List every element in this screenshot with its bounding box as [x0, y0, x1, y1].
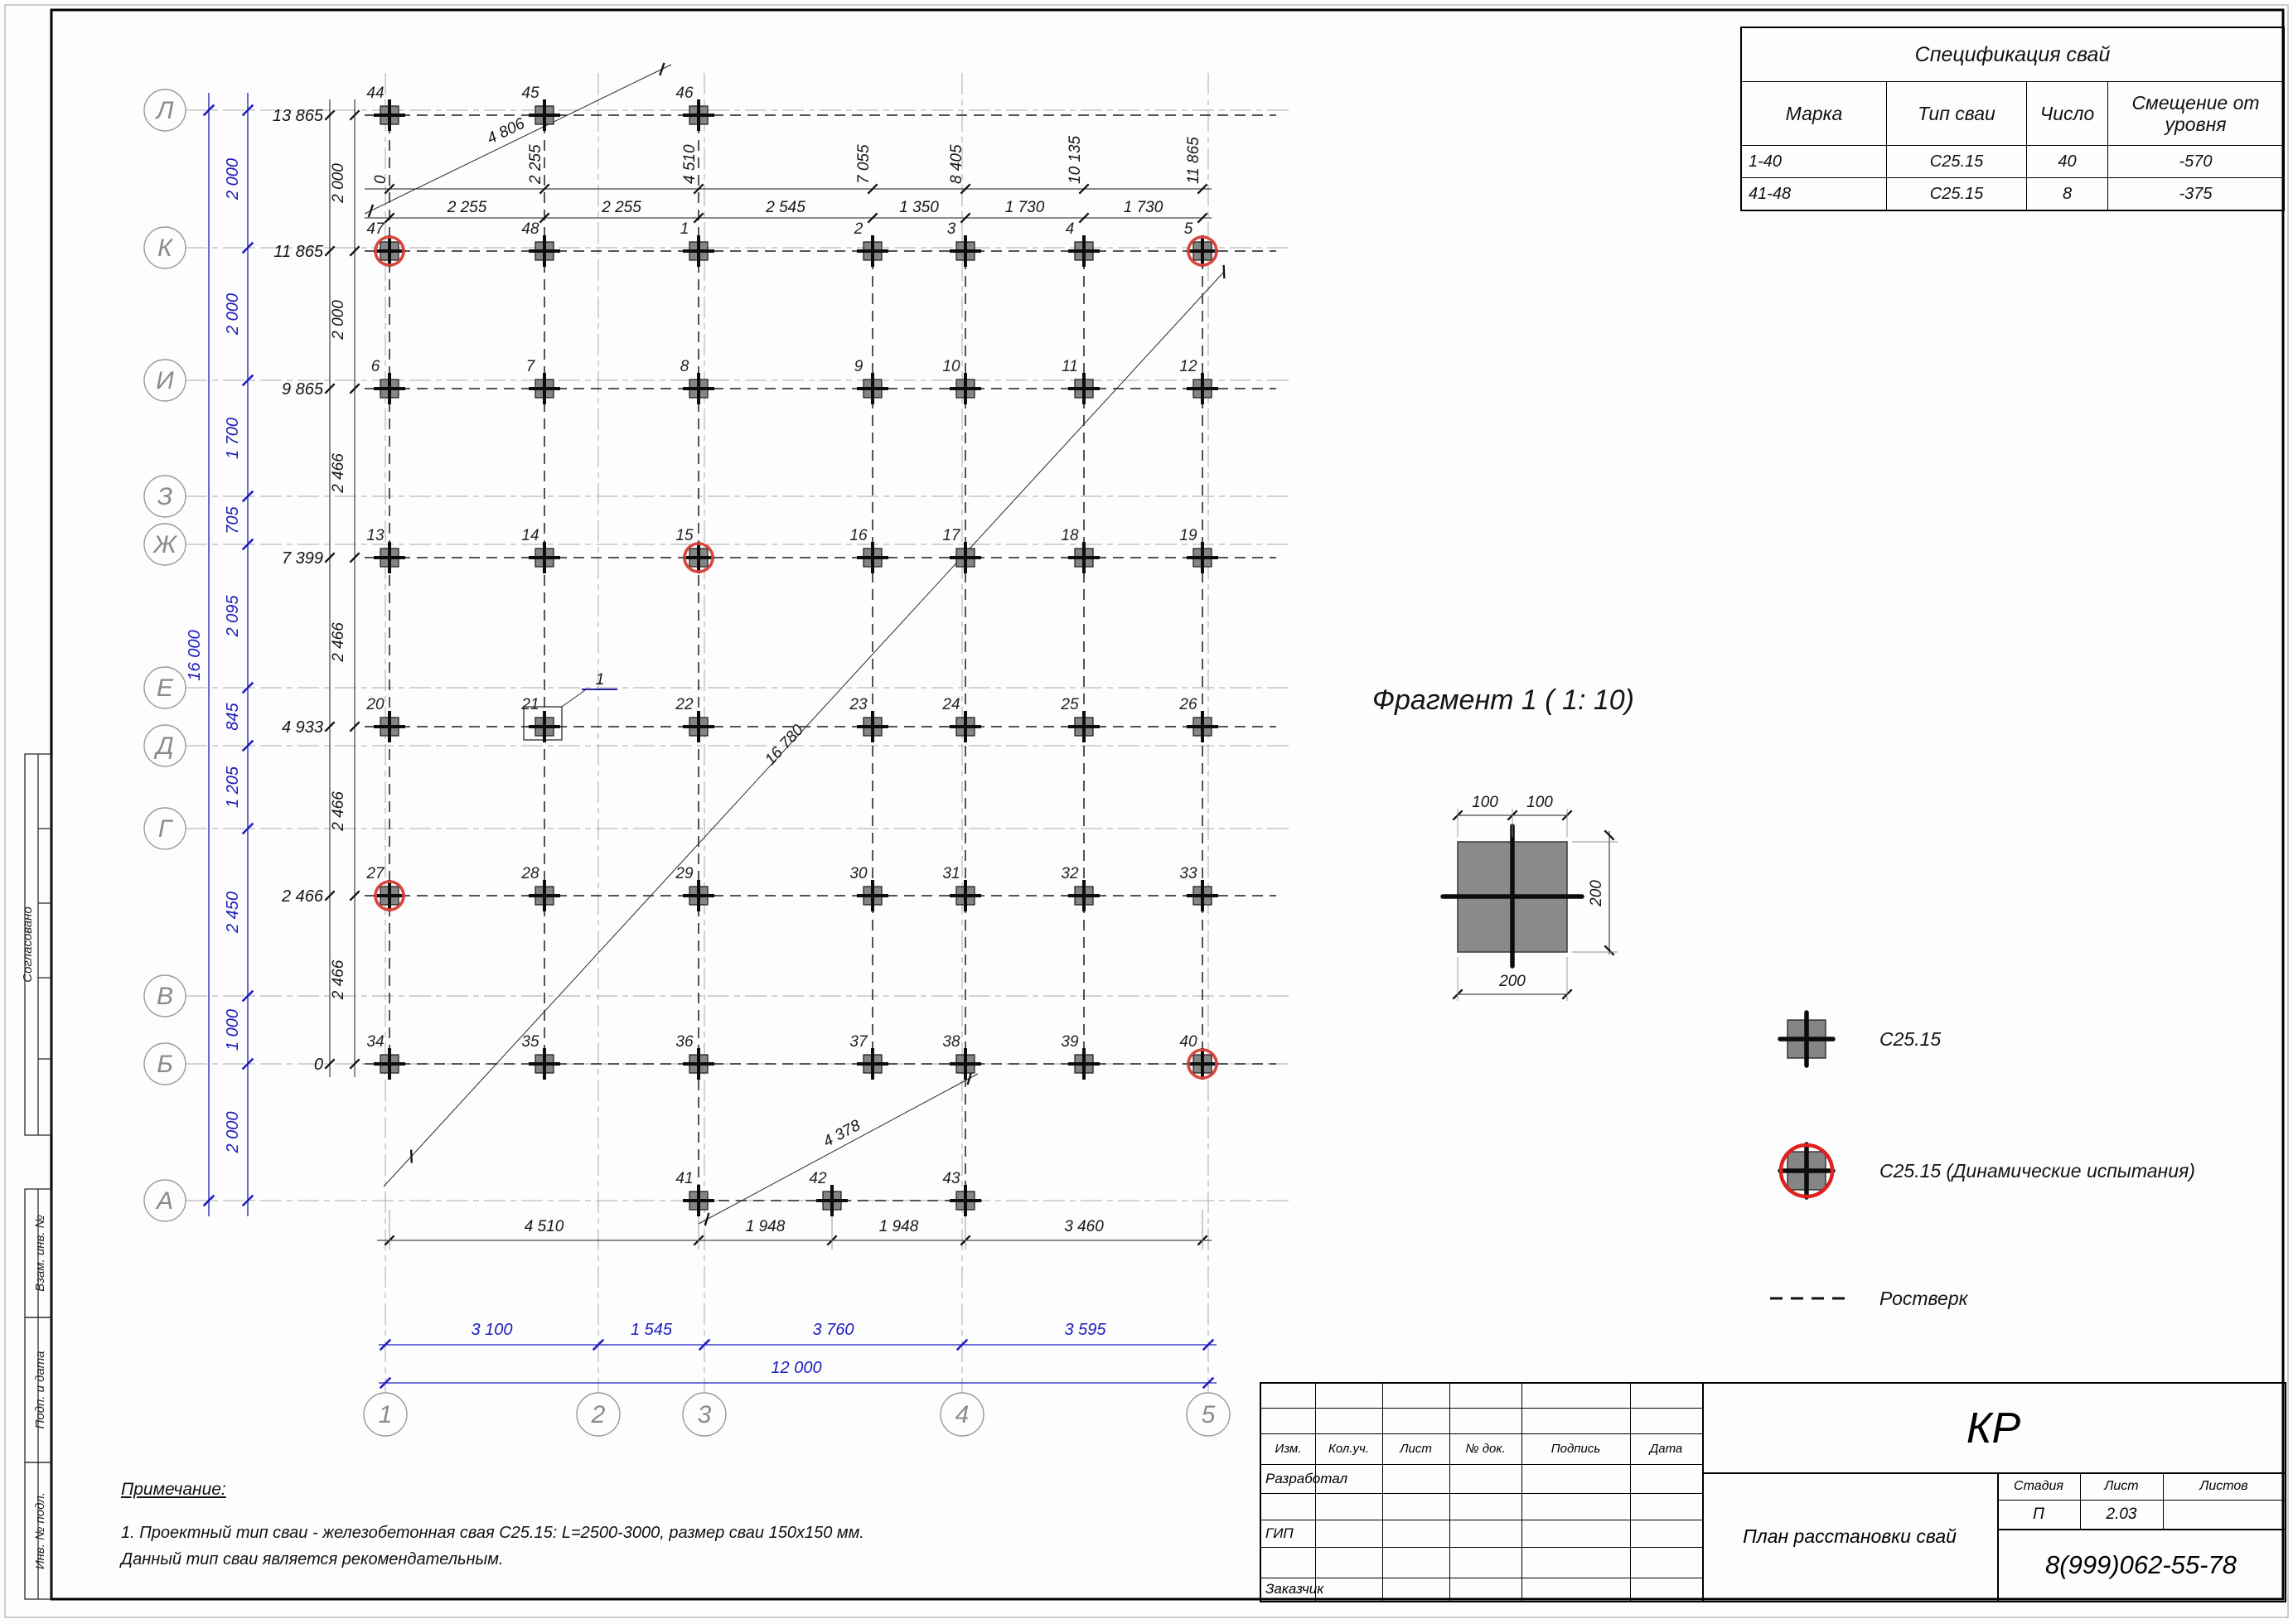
- svg-text:Подп. и дата: Подп. и дата: [33, 1351, 47, 1429]
- pile-3: [947, 220, 980, 265]
- svg-text:1 948: 1 948: [745, 1218, 786, 1235]
- svg-text:4: 4: [955, 1401, 970, 1428]
- pile-15: [675, 527, 713, 572]
- pile-4: [1066, 220, 1098, 265]
- svg-text:3 595: 3 595: [1064, 1321, 1106, 1339]
- svg-text:23: 23: [849, 696, 868, 713]
- pile-41: [675, 1170, 713, 1215]
- legend-item-pile-symbol-dynamic: [1780, 1144, 2195, 1197]
- svg-text:4 510: 4 510: [681, 144, 699, 184]
- fragment-detail: [1372, 684, 1634, 1001]
- svg-text:22: 22: [675, 696, 694, 713]
- svg-text:4 933: 4 933: [281, 718, 323, 737]
- pile-16: [849, 527, 887, 572]
- spec-cell: 1-40: [1742, 146, 1887, 178]
- notes-heading: Примечание:: [121, 1480, 226, 1499]
- svg-text:1 730: 1 730: [1004, 199, 1045, 216]
- spec-table-title: Спецификация свай: [1742, 28, 2283, 82]
- pile-24: [941, 696, 980, 741]
- svg-text:34: 34: [366, 1033, 385, 1051]
- svg-text:12: 12: [1179, 358, 1197, 375]
- diagonal-dims: [365, 63, 1224, 1225]
- svg-text:40: 40: [1179, 1033, 1197, 1051]
- svg-text:1 730: 1 730: [1123, 199, 1163, 216]
- svg-text:3 760: 3 760: [812, 1321, 854, 1339]
- svg-text:И: И: [156, 367, 174, 394]
- pile-37: [849, 1033, 887, 1078]
- svg-text:Б: Б: [157, 1051, 173, 1078]
- tb-phone: 8(999)062-55-78: [2045, 1549, 2237, 1579]
- svg-text:38: 38: [942, 1033, 960, 1051]
- svg-text:1: 1: [680, 220, 689, 238]
- svg-text:З: З: [157, 483, 173, 510]
- svg-text:31: 31: [942, 865, 960, 882]
- svg-text:8: 8: [680, 358, 689, 375]
- pile-27: [365, 865, 404, 910]
- svg-text:Согласовано: Согласовано: [21, 906, 35, 983]
- spec-col-marka: Марка: [1742, 82, 1887, 146]
- spec-cell: -375: [2179, 184, 2213, 203]
- pile-34: [366, 1033, 404, 1078]
- svg-text:7 055: 7 055: [855, 144, 873, 184]
- pile-46: [675, 85, 713, 129]
- svg-text:17: 17: [942, 527, 960, 544]
- left-blue-dims: [186, 93, 253, 1216]
- pile-43: [942, 1170, 980, 1215]
- pile-1: [680, 220, 713, 265]
- svg-text:1 948: 1 948: [878, 1218, 919, 1235]
- sheet-frame: [5, 5, 2288, 1617]
- tb-sheets-label: Листов: [2199, 1478, 2248, 1493]
- svg-text:1: 1: [595, 671, 605, 689]
- svg-text:2 000: 2 000: [224, 292, 242, 336]
- tb-stage-value: П: [2033, 1505, 2044, 1523]
- svg-text:5: 5: [1183, 220, 1193, 238]
- svg-text:Г: Г: [157, 815, 172, 843]
- svg-text:3 100: 3 100: [471, 1321, 513, 1339]
- svg-text:2 545: 2 545: [766, 199, 805, 216]
- svg-text:100: 100: [1472, 794, 1498, 811]
- svg-text:25: 25: [1061, 696, 1079, 713]
- svg-text:Ж: Ж: [153, 531, 177, 558]
- svg-text:2 000: 2 000: [224, 1111, 242, 1153]
- svg-text:15: 15: [675, 527, 694, 544]
- pile-31: [942, 865, 980, 910]
- svg-text:Д: Д: [156, 732, 174, 760]
- tb-doc-code: КР: [1966, 1404, 2021, 1452]
- svg-text:1 350: 1 350: [899, 199, 939, 216]
- svg-text:46: 46: [675, 85, 694, 102]
- svg-text:1: 1: [378, 1401, 393, 1428]
- svg-text:32: 32: [1061, 865, 1079, 882]
- grillage-lines: [365, 105, 1276, 1216]
- spec-cell: 41-48: [1742, 178, 1887, 210]
- pile-36: [675, 1033, 713, 1078]
- svg-text:13: 13: [366, 527, 385, 544]
- svg-text:2 000: 2 000: [330, 163, 347, 203]
- svg-text:37: 37: [849, 1033, 868, 1051]
- top-dim-chain: [365, 135, 1212, 222]
- svg-text:Л: Л: [156, 97, 174, 124]
- svg-text:5: 5: [1201, 1401, 1216, 1428]
- spec-col-type: Тип сваи: [1887, 82, 2027, 146]
- svg-text:4 378: 4 378: [820, 1116, 864, 1151]
- svg-text:30: 30: [849, 865, 868, 882]
- pile-14: [521, 527, 559, 572]
- bottom-dim-chain: [377, 1210, 1212, 1249]
- spec-cell: -570: [2108, 146, 2283, 178]
- svg-text:16 000: 16 000: [186, 630, 204, 681]
- svg-text:6: 6: [370, 358, 380, 375]
- svg-text:Инв. № подл.: Инв. № подл.: [33, 1491, 47, 1570]
- svg-text:С25.15 (Динамические испытания: С25.15 (Динамические испытания): [1879, 1160, 2195, 1182]
- svg-text:705: 705: [224, 506, 242, 534]
- axis-grid: [186, 73, 1289, 1393]
- svg-text:11: 11: [1062, 358, 1078, 375]
- svg-text:2 000: 2 000: [224, 157, 242, 201]
- svg-text:1 205: 1 205: [224, 766, 242, 809]
- svg-text:2 450: 2 450: [224, 891, 242, 934]
- pile-20: [365, 696, 404, 741]
- svg-text:Е: Е: [156, 674, 174, 702]
- svg-text:35: 35: [521, 1033, 539, 1051]
- svg-text:Ростверк: Ростверк: [1879, 1288, 1968, 1309]
- svg-text:13 865: 13 865: [272, 107, 323, 125]
- tb-role-developer: Разработал: [1265, 1470, 1348, 1486]
- tb-stage-label: Стадия: [2014, 1478, 2063, 1493]
- svg-text:2 466: 2 466: [281, 887, 323, 906]
- pile-40: [1179, 1033, 1217, 1078]
- svg-text:29: 29: [675, 865, 694, 882]
- svg-text:Фрагмент 1 ( 1: 10): Фрагмент 1 ( 1: 10): [1372, 684, 1634, 716]
- tb-header-koluch: Кол.уч.: [1328, 1442, 1369, 1456]
- pile-26: [1178, 696, 1217, 741]
- pile-19: [1179, 527, 1217, 572]
- title-block: [1260, 1382, 2286, 1602]
- svg-text:36: 36: [675, 1033, 694, 1051]
- pile-39: [1061, 1033, 1098, 1078]
- svg-text:28: 28: [521, 865, 539, 882]
- pile-29: [675, 865, 713, 910]
- svg-text:3: 3: [946, 220, 956, 238]
- svg-text:200: 200: [1499, 973, 1526, 990]
- svg-text:14: 14: [521, 527, 539, 544]
- legend: [1770, 1013, 2195, 1309]
- pile-spec-table: [1740, 27, 2285, 211]
- tb-header-izm: Изм.: [1275, 1442, 1302, 1456]
- pile-28: [520, 865, 559, 910]
- svg-text:42: 42: [809, 1170, 827, 1187]
- bottom-blue-dims: [379, 1321, 1217, 1388]
- svg-text:10: 10: [942, 358, 960, 375]
- svg-text:16: 16: [849, 527, 868, 544]
- svg-text:41: 41: [675, 1170, 694, 1187]
- svg-text:845: 845: [224, 703, 242, 731]
- svg-text:2 095: 2 095: [224, 595, 242, 637]
- svg-text:В: В: [156, 983, 174, 1010]
- svg-text:2 255: 2 255: [527, 144, 544, 184]
- pile-2: [854, 220, 887, 265]
- spec-col-count: Число: [2027, 82, 2108, 146]
- svg-text:4: 4: [1065, 220, 1075, 238]
- svg-text:16 780: 16 780: [762, 721, 807, 769]
- notes-line-2: Данный тип сваи является рекомендательным.: [121, 1550, 504, 1568]
- svg-text:4 510: 4 510: [524, 1218, 564, 1235]
- legend-item-pile-symbol: [1780, 1013, 1941, 1066]
- svg-text:2 255: 2 255: [602, 199, 641, 216]
- tb-header-data: Дата: [1649, 1442, 1683, 1456]
- notes-block: [121, 1480, 1165, 1573]
- pile-38: [942, 1033, 980, 1078]
- svg-text:Взам. инв. №: Взам. инв. №: [33, 1215, 47, 1292]
- svg-text:9: 9: [854, 358, 864, 375]
- svg-text:39: 39: [1061, 1033, 1079, 1051]
- pile-21: [520, 696, 559, 741]
- svg-text:11 865: 11 865: [273, 243, 323, 261]
- pile-30: [849, 865, 887, 910]
- tb-header-list: Лист: [1400, 1442, 1432, 1456]
- svg-text:К: К: [157, 234, 172, 262]
- left-elevation-dims: [273, 99, 360, 1077]
- svg-text:24: 24: [942, 696, 960, 713]
- svg-text:48: 48: [521, 220, 539, 238]
- pile-23: [849, 696, 887, 741]
- svg-text:27: 27: [366, 865, 385, 882]
- spec-cell: С25.15: [1887, 146, 2027, 178]
- svg-text:43: 43: [942, 1170, 960, 1187]
- svg-text:2 466: 2 466: [330, 959, 347, 1000]
- svg-text:1 000: 1 000: [224, 1008, 242, 1051]
- tb-header-podpis: Подпись: [1550, 1442, 1601, 1456]
- spec-cell: С25.15: [1887, 178, 2027, 210]
- svg-text:2 466: 2 466: [330, 453, 347, 493]
- pile-17: [942, 527, 980, 572]
- svg-text:2 466: 2 466: [330, 791, 347, 831]
- pile-5: [1184, 220, 1217, 265]
- svg-text:2 255: 2 255: [447, 199, 487, 216]
- svg-text:0: 0: [372, 175, 389, 184]
- svg-text:2 000: 2 000: [330, 300, 347, 340]
- svg-text:1 545: 1 545: [630, 1321, 673, 1339]
- pile-25: [1060, 696, 1098, 741]
- pile-11: [1062, 358, 1098, 403]
- tb-role-customer: Заказчик: [1265, 1581, 1324, 1597]
- tb-doc-title: План расстановки свай: [1743, 1525, 1957, 1547]
- svg-text:45: 45: [521, 85, 539, 102]
- svg-text:3: 3: [697, 1401, 712, 1428]
- svg-text:11 865: 11 865: [1185, 137, 1202, 184]
- piles: [365, 85, 1217, 1215]
- pile-45: [521, 85, 559, 129]
- svg-text:19: 19: [1179, 527, 1197, 544]
- stamp-column: [21, 754, 51, 1599]
- svg-text:А: А: [156, 1187, 174, 1215]
- pile-35: [521, 1033, 559, 1078]
- tb-role-gip: ГИП: [1265, 1525, 1294, 1541]
- svg-text:44: 44: [366, 85, 385, 102]
- svg-text:1 700: 1 700: [224, 417, 242, 460]
- pile-48: [521, 220, 559, 265]
- svg-text:2 466: 2 466: [330, 622, 347, 662]
- svg-text:4 806: 4 806: [484, 114, 528, 148]
- pile-32: [1061, 865, 1098, 910]
- tb-header-ndok: № док.: [1465, 1442, 1506, 1456]
- svg-text:18: 18: [1061, 527, 1079, 544]
- svg-text:26: 26: [1179, 696, 1197, 713]
- spec-cell: 8: [2027, 178, 2108, 210]
- svg-text:47: 47: [366, 220, 385, 238]
- notes-line-1: 1. Проектный тип сваи - железобетонная свая С25.15: L=2500-3000, размер сваи 150х150 мм.: [121, 1524, 864, 1542]
- tb-sheet-label: Лист: [2104, 1478, 2139, 1493]
- svg-text:200: 200: [1588, 880, 1605, 906]
- svg-text:2: 2: [591, 1401, 606, 1428]
- svg-text:7 399: 7 399: [281, 549, 323, 568]
- svg-text:20: 20: [366, 696, 385, 713]
- legend-item-grillage-line: [1770, 1288, 1969, 1309]
- svg-text:33: 33: [1179, 865, 1197, 882]
- spec-cell: 40: [2027, 146, 2108, 178]
- pile-33: [1179, 865, 1217, 910]
- svg-text:8 405: 8 405: [948, 144, 965, 184]
- svg-text:100: 100: [1526, 794, 1553, 811]
- pile-42: [809, 1170, 846, 1215]
- svg-text:3 460: 3 460: [1064, 1218, 1104, 1235]
- svg-text:12 000: 12 000: [771, 1359, 822, 1377]
- pile-18: [1061, 527, 1098, 572]
- svg-text:10 135: 10 135: [1067, 135, 1084, 184]
- svg-text:9 865: 9 865: [281, 380, 323, 399]
- svg-text:0: 0: [313, 1056, 323, 1074]
- svg-text:С25.15: С25.15: [1879, 1028, 1942, 1050]
- svg-text:2: 2: [854, 220, 864, 238]
- tb-sheet-value: 2.03: [2106, 1505, 2137, 1523]
- svg-text:7: 7: [525, 358, 535, 375]
- svg-text:21: 21: [521, 696, 539, 713]
- spec-col-offset: Смещение от уровня: [2108, 82, 2283, 146]
- pile-22: [675, 696, 713, 741]
